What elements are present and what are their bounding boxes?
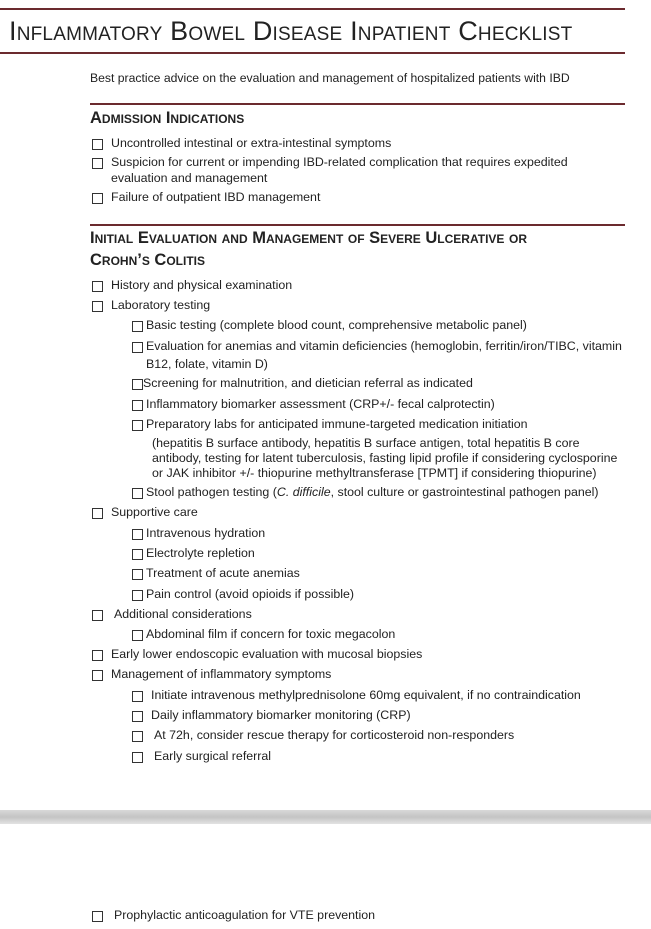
lab-preparatory-detail: (hepatitis B surface antibody, hepatitis B surface antigen, total hepatitis B core: [152, 436, 580, 450]
checkbox[interactable]: [132, 590, 143, 601]
lab-preparatory-item: Preparatory labs for anticipated immune-targeted medication initiation: [146, 417, 528, 431]
supportive-subitem: Treatment of acute anemias: [146, 566, 300, 580]
checkbox[interactable]: [92, 193, 103, 204]
lab-anemia-item-cont: B12, folate, vitamin D): [146, 357, 268, 371]
checkbox[interactable]: [132, 691, 143, 702]
lab-biomarker-item: Inflammatory biomarker assessment (CRP+/- fecal calprotectin): [146, 397, 495, 411]
checkbox[interactable]: [132, 630, 143, 641]
checkbox[interactable]: [132, 420, 143, 431]
inflammatory-subitem: Daily inflammatory biomarker monitoring (CRP): [151, 708, 411, 722]
abdominal-film-item: Abdominal film if concern for toxic megacolon: [146, 627, 396, 641]
lab-preparatory-detail: antibody, testing for latent tuberculosis, fasting lipid profile if considering cyclosporine: [152, 451, 618, 465]
checkbox[interactable]: [132, 400, 143, 411]
supportive-subitem: Intravenous hydration: [146, 526, 266, 540]
lab-basic-item: Basic testing (complete blood count, comprehensive metabolic panel): [146, 318, 527, 332]
endoscopic-item: Early lower endoscopic evaluation with mucosal biopsies: [111, 647, 423, 661]
page-break: [0, 810, 651, 824]
inflammatory-item: Management of inflammatory symptoms: [111, 667, 332, 681]
title-bottom-rule: [0, 52, 625, 54]
lab-malnutrition-item: Screening for malnutrition, and dietician referral as indicated: [143, 376, 473, 390]
checkbox[interactable]: [92, 301, 103, 312]
checkbox[interactable]: [92, 911, 103, 922]
evaluation-rule: [90, 224, 625, 226]
checkbox[interactable]: [132, 549, 143, 560]
stool-organism: C. difficile: [276, 485, 331, 499]
checkbox[interactable]: [132, 752, 143, 763]
title-top-rule: [0, 8, 625, 10]
inflammatory-subitem: At 72h, consider rescue therapy for corticosteroid non-responders: [154, 728, 515, 742]
evaluation-heading: Initial Evaluation and Management of Severe Ulcerative or: [90, 229, 528, 247]
inflammatory-subitem: Early surgical referral: [154, 749, 272, 763]
checkbox[interactable]: [132, 529, 143, 540]
supportive-item: Supportive care: [111, 505, 198, 519]
lab-item: Laboratory testing: [111, 298, 211, 312]
checkbox[interactable]: [132, 711, 143, 722]
inflammatory-subitem: Initiate intravenous methylprednisolone 60mg equivalent, if no contraindication: [151, 688, 581, 702]
checkbox[interactable]: [132, 379, 143, 390]
page-title: Inflammatory Bowel Disease Inpatient Checklist: [9, 16, 573, 46]
checkbox[interactable]: [92, 281, 103, 292]
admission-rule: [90, 103, 625, 105]
admission-item: Failure of outpatient IBD management: [111, 190, 321, 204]
checkbox[interactable]: [132, 488, 143, 499]
lab-anemia-item: Evaluation for anemias and vitamin deficiencies (hemoglobin, ferritin/iron/TIBC, vitamin: [146, 339, 622, 353]
evaluation-heading-cont: Crohn’s Colitis: [90, 251, 206, 269]
checkbox[interactable]: [92, 610, 103, 621]
checkbox[interactable]: [132, 342, 143, 353]
history-item: History and physical examination: [111, 278, 293, 292]
admission-heading: Admission Indications: [90, 109, 245, 127]
checkbox[interactable]: [132, 731, 143, 742]
checkbox[interactable]: [132, 569, 143, 580]
subtitle: Best practice advice on the evaluation and management of hospitalized patients with IBD: [90, 71, 570, 85]
supportive-subitem: Electrolyte repletion: [146, 546, 255, 560]
admission-item-cont: evaluation and management: [111, 171, 268, 185]
stool-text-end: , stool culture or gastrointestinal pathogen panel): [330, 485, 599, 499]
admission-item: Uncontrolled intestinal or extra-intestinal symptoms: [111, 136, 392, 150]
checkbox[interactable]: [92, 508, 103, 519]
lab-stool-item: [146, 484, 599, 500]
admission-item: Suspicion for current or impending IBD-related complication that requires expedited: [111, 155, 568, 169]
anticoagulation-item: Prophylactic anticoagulation for VTE prevention: [114, 908, 376, 922]
checkbox[interactable]: [92, 139, 103, 150]
stool-text: Stool pathogen testing (: [146, 485, 277, 499]
checkbox[interactable]: [132, 321, 143, 332]
checkbox[interactable]: [92, 158, 103, 169]
checkbox[interactable]: [92, 670, 103, 681]
supportive-subitem: Pain control (avoid opioids if possible): [146, 587, 354, 601]
checkbox[interactable]: [92, 650, 103, 661]
additional-item: Additional considerations: [114, 607, 252, 621]
lab-preparatory-detail: or JAK inhibitor +/- thiopurine methyltransferase [TPMT] if considering thiopurine): [152, 466, 597, 480]
